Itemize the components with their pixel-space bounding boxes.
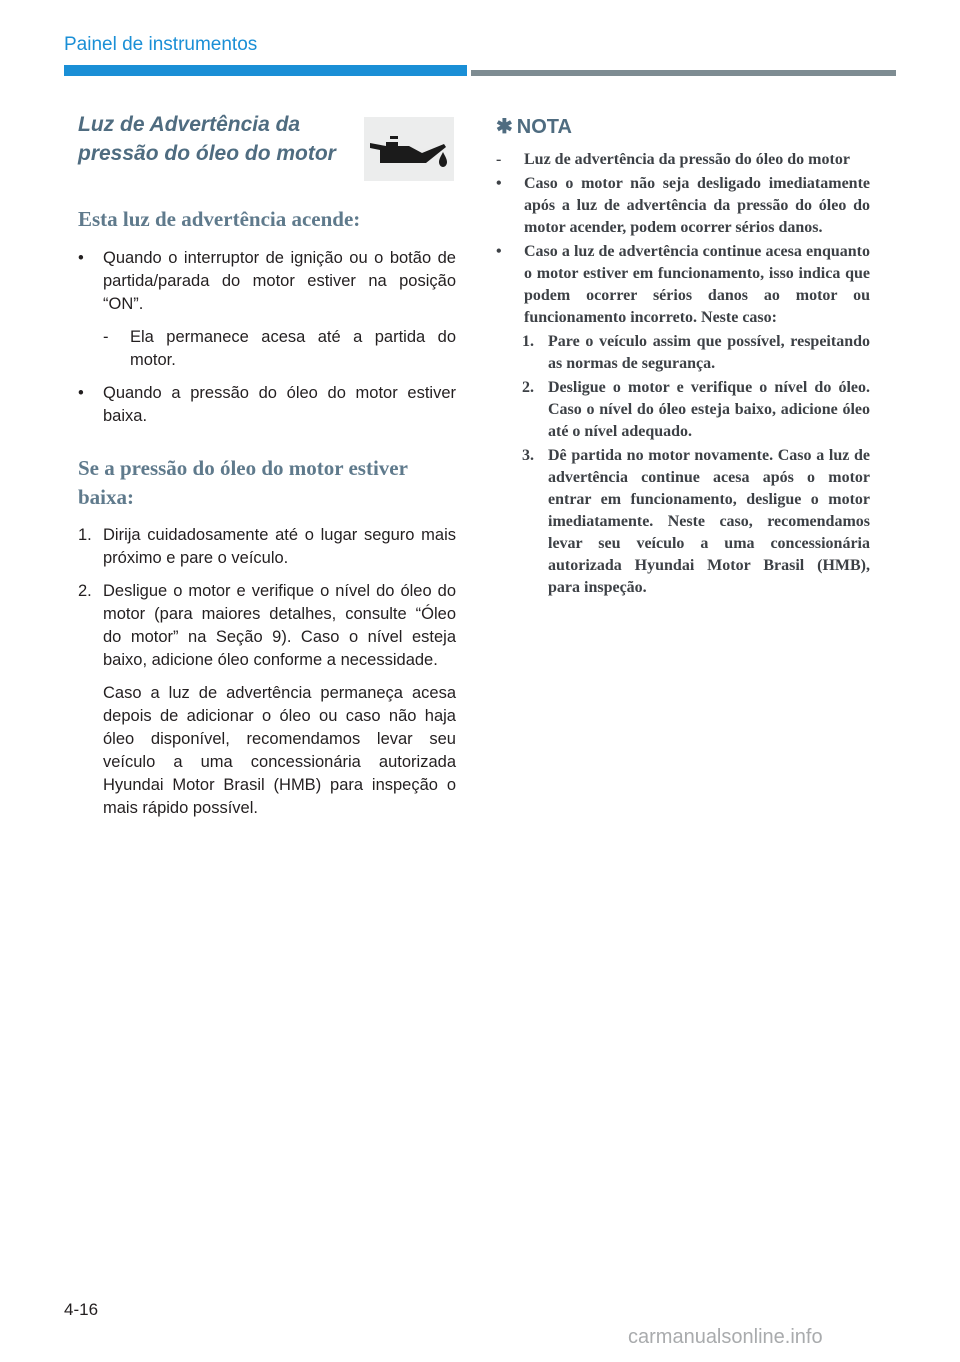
step-number: 2.: [522, 379, 534, 396]
watermark: carmanualsonline.info: [628, 1326, 823, 1348]
page-number: 4-16: [64, 1300, 99, 1319]
nota-step: 1. Pare o veículo assim que possível, respeitando as normas de segurança.: [522, 333, 870, 372]
asterisk-icon: ✱: [496, 116, 513, 138]
step-number: 1.: [522, 333, 534, 350]
step-number: 1.: [78, 526, 92, 544]
dash: -: [103, 328, 109, 346]
right-column: [496, 110, 870, 599]
header-title: Painel de instrumentos: [64, 34, 258, 55]
step-number: 2.: [78, 582, 92, 600]
followup-paragraph: Caso a luz de advertência permaneça acesa depois de adicionar o óleo ou caso não haja óleo disponível, recomendamos levar seu veículo a uma concessionária autorizada Hyundai Motor Brasil (HMB) para inspeção o mais rápido possível.: [103, 684, 456, 817]
bullet: •: [78, 384, 84, 402]
left-column: [78, 110, 456, 820]
list-item: • Quando o interruptor de ignição ou o botão de partida/parada do motor estiver na posição “ON”.: [78, 249, 456, 313]
dash: -: [496, 151, 502, 168]
nota-title: ✱ NOTA: [496, 116, 572, 138]
nota-item: • Caso a luz de advertência continue acesa enquanto o motor estiver em funcionamento, isso indica que podem ocorrer sérios danos ao motor ou funcionamento incorreto. Neste caso:: [496, 243, 870, 326]
section-title: Luz de Advertência da pressão do óleo do motor: [78, 113, 336, 165]
header-bar-blue: [64, 65, 467, 76]
list-subitem: - Ela permanece acesa até a partida do motor.: [103, 328, 456, 369]
nota-item: • Caso o motor não seja desligado imediatamente após a luz de advertência da pressão do óleo do motor acender, podem ocorrer sérios danos.: [496, 175, 870, 236]
nota-step: 2. Desligue o motor e verifique o nível do óleo. Caso o nível do óleo esteja baixo, adicione óleo até o nível adequado.: [522, 379, 870, 440]
step-item: 1. Dirija cuidadosamente até o lugar seguro mais próximo e pare o veículo.: [78, 526, 456, 567]
step-number: 3.: [522, 447, 534, 464]
baixa-heading: Se a pressão do óleo do motor estiver baixa:: [78, 456, 408, 509]
step-item: 2. Desligue o motor e verifique o nível do óleo do motor (para maiores detalhes, consulte “Óleo do motor” na Seção 9). Caso o nível esteja baixo, adicione óleo conforme a necessidade.: [78, 582, 456, 669]
bullet: •: [496, 243, 502, 260]
acende-heading: Esta luz de advertência acende:: [78, 207, 361, 231]
nota-subtitle: - Luz de advertência da pressão do óleo do motor: [496, 149, 870, 171]
bullet: •: [78, 249, 84, 267]
nota-step: 3. Dê partida no motor novamente. Caso a luz de advertência continue acesa após o motor entrar em funcionamento, desligue o motor imediatamente. Neste caso, recomendamos levar seu veículo a uma concessionária autorizada Hyundai Motor Brasil (HMB), para inspeção.: [522, 447, 870, 596]
header-bar-gray: [471, 70, 896, 76]
list-item: • Quando a pressão do óleo do motor estiver baixa.: [78, 384, 456, 425]
bullet: •: [496, 175, 502, 192]
